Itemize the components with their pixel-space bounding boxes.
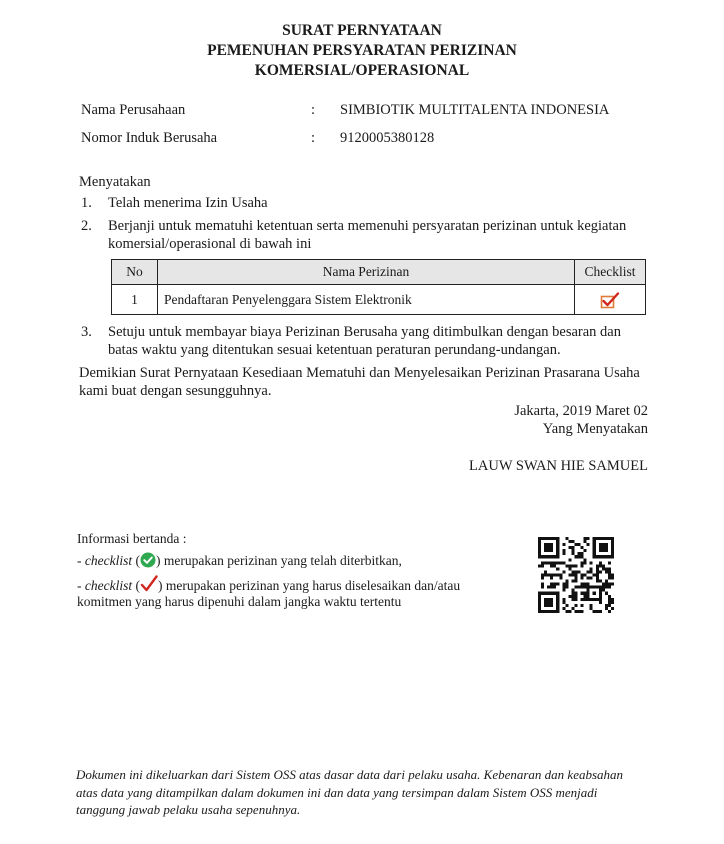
list-number: 3. [81,324,92,340]
statement-intro: Menyatakan [79,174,151,190]
row-name: Pendaftaran Penyelenggara Sistem Elektronik [158,285,575,315]
table-header-row [112,260,646,285]
signer-name: LAUW SWAN HIE SAMUEL [469,458,648,474]
list-item-2-line1: Berjanji untuk mematuhi ketentuan serta memenuhi persyaratan perizinan untuk kegiatan [108,218,627,234]
list-item-2-line2: komersial/operasional di bawah ini [108,236,312,252]
approved-check-icon [140,552,156,572]
list-item-3-line1: Setuju untuk membayar biaya Perizinan Berusaha yang ditimbulkan dengan besaran dan [108,324,621,340]
colon: : [311,130,316,146]
legend-title: Informasi bertanda : [77,531,187,546]
legend-term: checklist [84,578,133,593]
colon: : [311,102,316,118]
list-item-3-line2: batas waktu yang ditentukan sesuai ketentuan peraturan perundang-undangan. [108,342,561,358]
qr-code-icon [538,537,614,613]
document-subtitle-2: KOMERSIAL/OPERASIONAL [254,62,470,79]
nib-value: 9120005380128 [340,130,435,146]
col-header-checklist: Checklist [575,260,646,285]
company-name-label: Nama Perusahaan [81,102,186,118]
legend-desc: ) merupakan perizinan yang telah diterbitkan, [155,553,402,568]
closing-line2: kami buat dengan sesungguhnya. [79,383,272,399]
legend-dash: - [77,578,85,593]
legend-paren: ( [132,578,140,593]
company-name-value: SIMBIOTIK MULTITALENTA INDONESIA [340,102,610,118]
legend-item-approved [77,552,402,572]
place-date: Jakarta, 2019 Maret 02 [514,403,648,419]
legend-desc: ) merupakan perizinan yang harus diselesaikan dan/atau [157,578,461,593]
col-header-name: Nama Perizinan [158,260,575,285]
list-number: 2. [81,218,92,234]
col-header-no: No [112,260,158,285]
legend-dash: - [77,553,85,568]
footer-disclaimer [76,766,648,819]
perizinan-table [111,259,646,315]
row-no: 1 [112,285,158,315]
footer-line: tanggung jawab pelaku usaha sepenuhnya. [76,802,301,817]
row-checklist [575,285,646,315]
list-item-1: Telah menerima Izin Usaha [108,195,268,211]
closing-line1: Demikian Surat Pernyataan Kesediaan Mematuhi dan Menyelesaikan Perizinan Prasarana Usaha [79,365,640,381]
nib-label: Nomor Induk Berusaha [81,130,218,146]
footer-line: atas data yang ditampilkan dalam dokumen ini dan data yang tersimpan dalam Sistem OSS menjadi [76,784,598,800]
legend-paren: ( [132,553,140,568]
legend-item-pending-line2: komitmen yang harus dipenuhi dalam jangka waktu tertentu [77,594,402,609]
footer-line: Dokumen ini dikeluarkan dari Sistem OSS atas dasar data dari pelaku usaha. Kebenaran dan keabsahan [76,767,624,782]
table-row [112,285,646,315]
document-subtitle: PEMENUHAN PERSYARATAN PERIZINAN [207,42,517,59]
legend-term: checklist [84,553,133,568]
signer-role: Yang Menyatakan [542,421,648,437]
document-title: SURAT PERNYATAAN [282,22,442,39]
list-number: 1. [81,195,92,211]
pending-checkbox-icon [600,291,620,309]
